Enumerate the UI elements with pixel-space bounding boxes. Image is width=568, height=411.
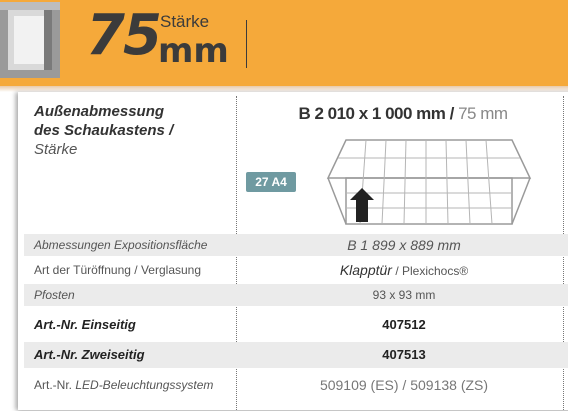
row-label-led-b: LED-Beleuchtungssystem [75,378,214,392]
row-label-door [34,258,201,282]
table-row [24,234,568,256]
row-label-led-a: Art.-Nr. [34,378,72,392]
header-banner [0,0,568,86]
row-value-door [240,258,568,283]
table-row [24,372,568,398]
outer-dimensions-thickness: 75 mm [458,104,508,123]
row-value-exposition: B 1 899 x 889 mm [347,237,461,253]
thickness-number: 75 [86,3,160,68]
row-label-door-b: / Verglasung [134,263,202,277]
thickness-unit: mm [158,31,229,71]
row-value-double: 407513 [382,347,426,362]
table-row [24,284,568,306]
row-value-led: 509109 (ES) / 509138 (ZS) [319,377,489,393]
thickness-label: Stärke [160,12,210,31]
row-label-double: Art.-Nr. Zweiseitig [34,347,145,362]
row-label-single: Art.-Nr. Einseitig [34,317,136,332]
row-value-posts: 93 x 93 mm [372,288,436,302]
outer-dimensions-main: B 2 010 x 1 000 mm / [298,104,454,123]
row-label-posts: Pfosten [34,288,75,302]
spec-heading [34,102,224,159]
row-label-led [34,372,213,398]
spec-heading-line1: Außenabmessung [34,103,165,120]
capacity-badge: 27 A4 [246,172,296,192]
table-row [24,312,568,338]
row-label-door-a: Art der Türöffnung [34,263,131,277]
header-divider [246,20,247,68]
row-value-door-b: / Plexichocs® [395,264,469,278]
row-value-single: 407512 [382,317,426,332]
row-label-exposition: Abmessungen Expositionsfläche [34,238,208,252]
spec-heading-line3: Stärke [34,141,78,158]
showcase-illustration [322,138,536,230]
frame-profile-icon [0,2,64,80]
table-row [24,342,568,368]
spec-heading-line2: des Schaukastens / [34,122,174,139]
table-row [24,258,568,282]
outer-dimensions [238,104,568,124]
row-value-door-a: Klapptür [339,262,392,278]
